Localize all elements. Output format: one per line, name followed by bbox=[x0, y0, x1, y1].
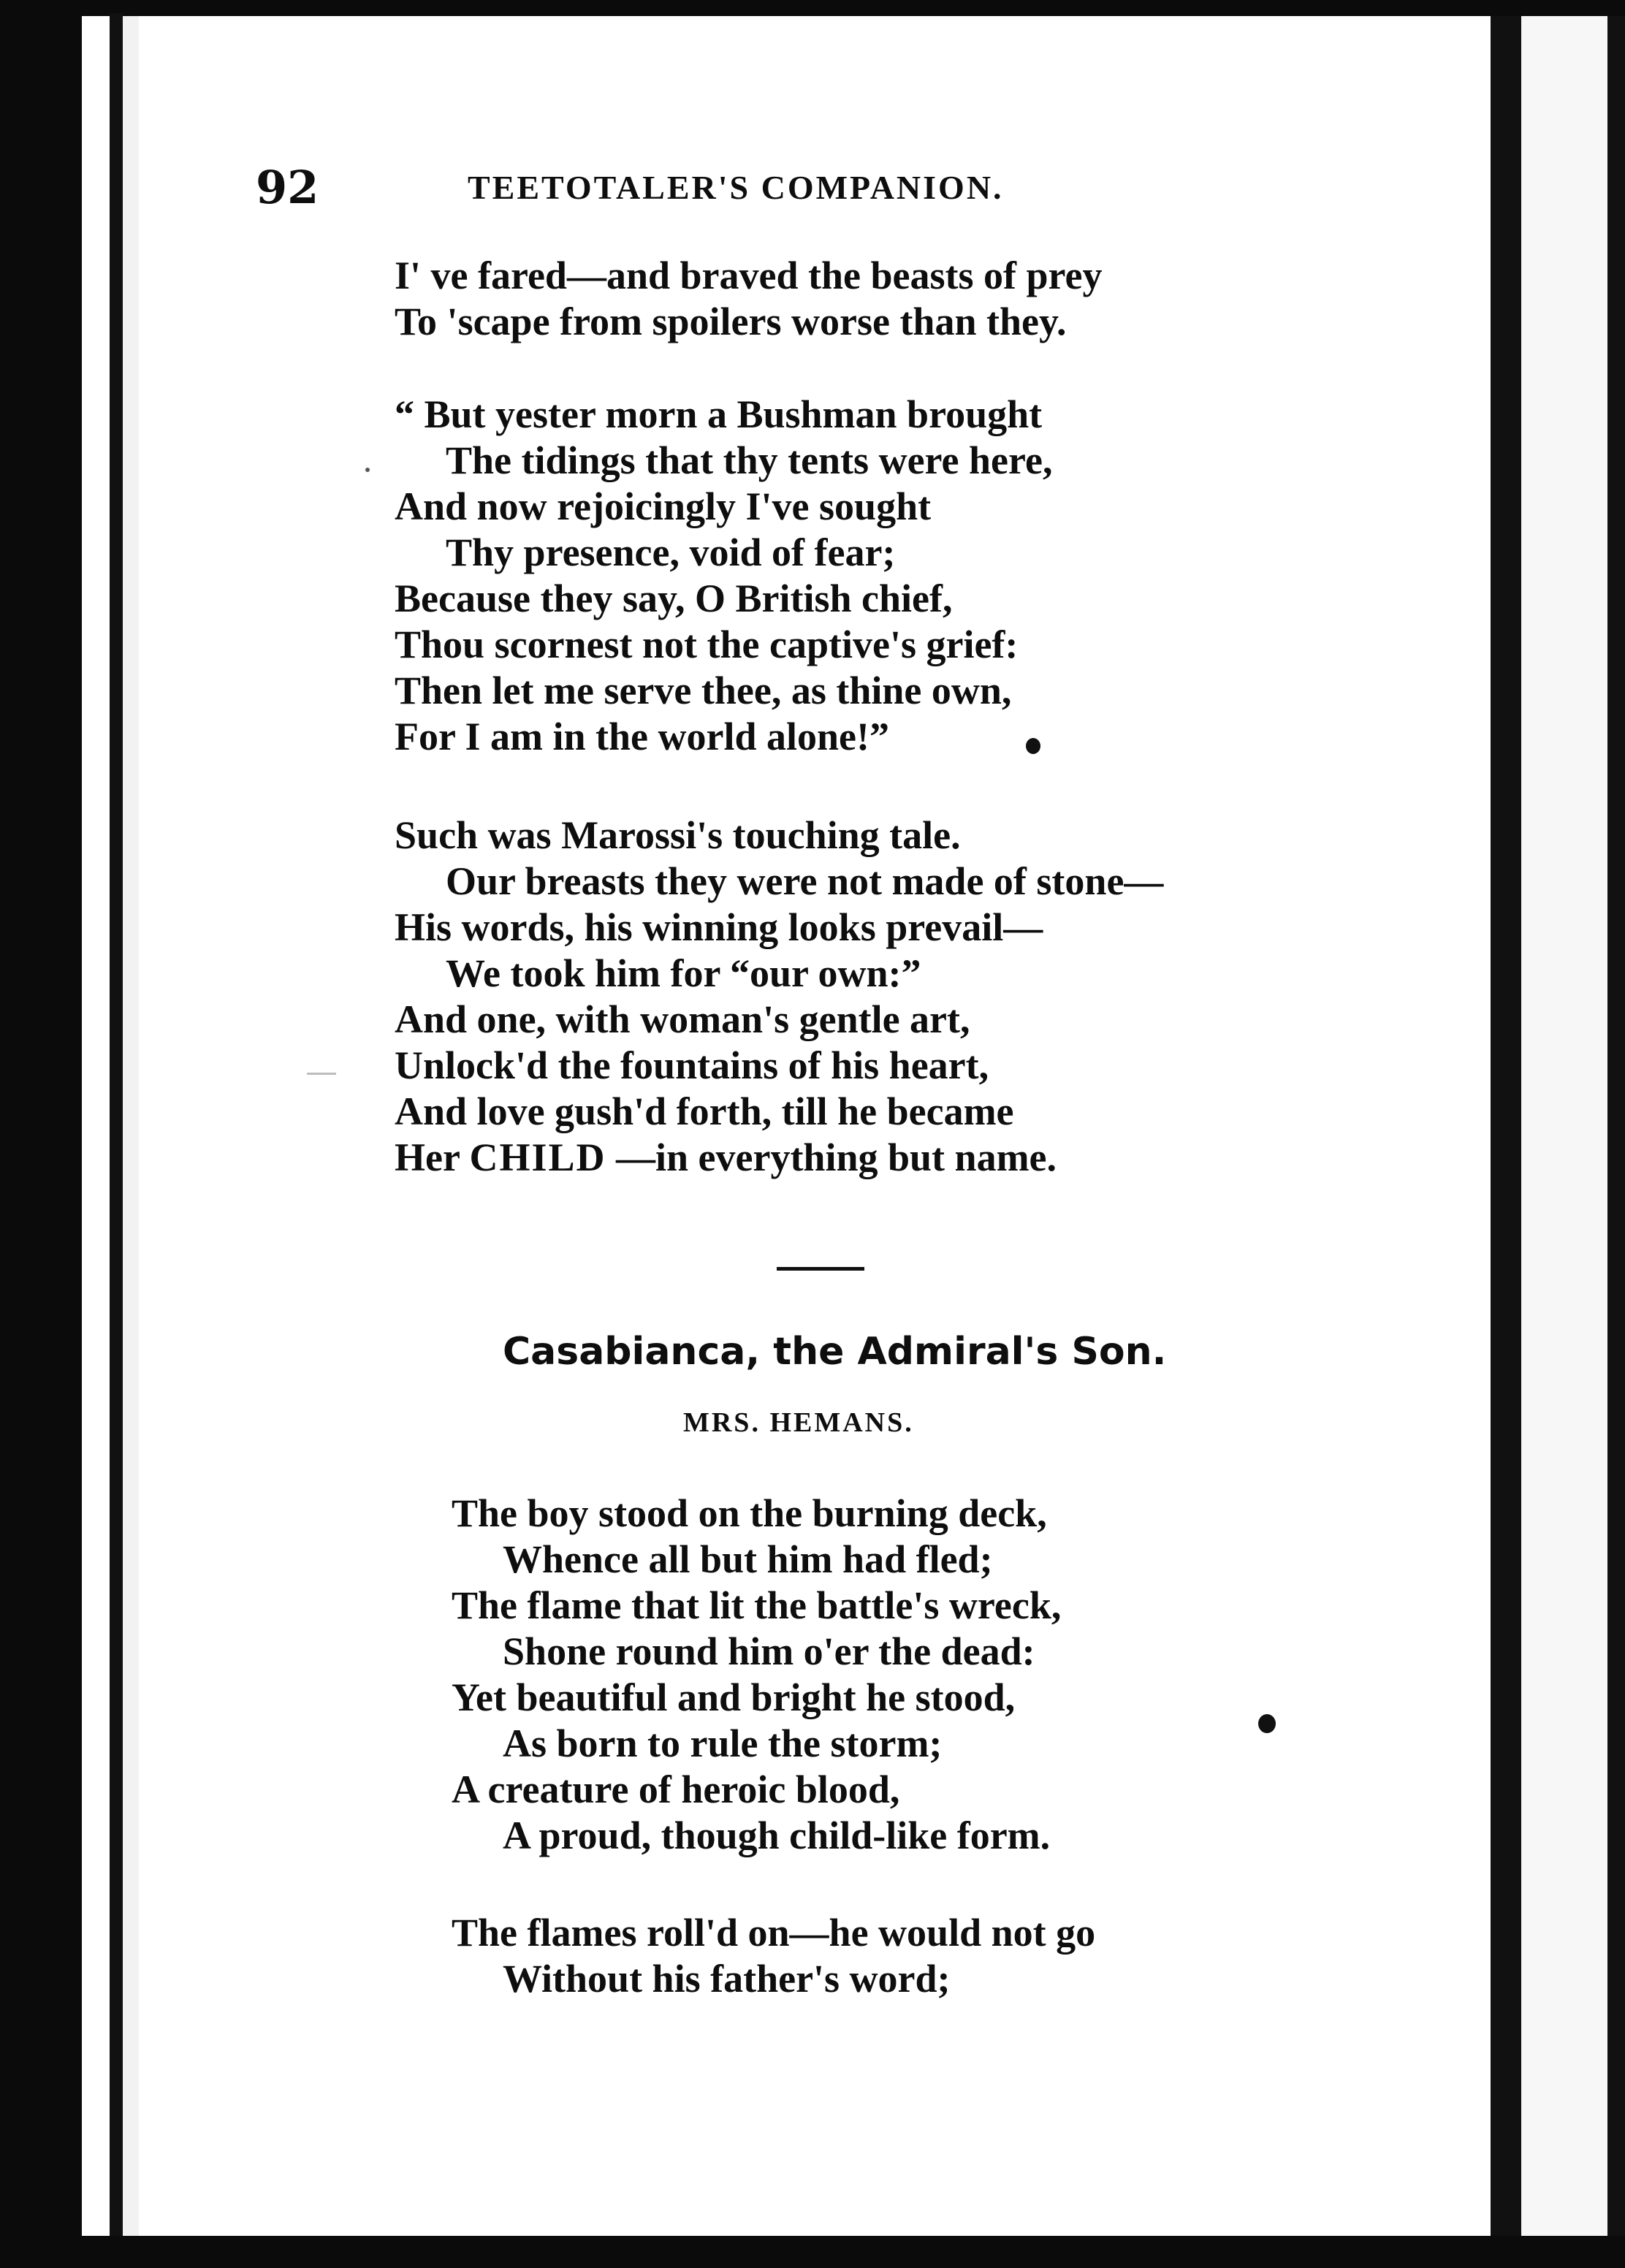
verse-line: As born to rule the storm; bbox=[503, 1721, 943, 1765]
scan-border-left bbox=[0, 0, 82, 2268]
section-divider bbox=[777, 1267, 864, 1271]
ink-blot bbox=[1258, 1714, 1276, 1733]
verse-line: Because they say, O British chief, bbox=[395, 576, 953, 620]
verse-line: The boy stood on the burning deck, bbox=[452, 1491, 1047, 1535]
verse-line: Yet beautiful and bright he stood, bbox=[452, 1675, 1016, 1719]
stanza-continuation bbox=[395, 253, 1103, 345]
stanza-bushman bbox=[395, 392, 1052, 760]
verse-line: Thou scornest not the captive's grief: bbox=[395, 623, 1019, 666]
emphasized-word: CHILD bbox=[469, 1135, 606, 1179]
scan-border-top bbox=[0, 0, 1625, 16]
verse-line: To 'scape from spoilers worse than they. bbox=[395, 300, 1067, 343]
page-gutter bbox=[123, 16, 139, 2237]
ink-blot bbox=[1026, 738, 1040, 754]
scan-mark bbox=[307, 1073, 336, 1075]
verse-line: “ But yester morn a Bushman brought bbox=[395, 392, 1043, 436]
verse-line: And one, with woman's gentle art, bbox=[395, 997, 970, 1041]
verse-line: The flames roll'd on—he would not go bbox=[452, 1911, 1096, 1955]
verse-line: Unlock'd the fountains of his heart, bbox=[395, 1043, 989, 1087]
scan-mark bbox=[365, 468, 370, 472]
poem-title: Casabianca, the Admiral's Son. bbox=[503, 1330, 1167, 1374]
scan-border-right bbox=[1491, 16, 1521, 2237]
verse-text: Her bbox=[395, 1135, 470, 1179]
stanza-marossi bbox=[395, 813, 1163, 1181]
verse-line: And love gush'd forth, till he became bbox=[395, 1089, 1014, 1133]
verse-line: Thy presence, void of fear; bbox=[446, 530, 896, 574]
verse-line: His words, his winning looks prevail— bbox=[395, 905, 1043, 949]
poem-author: MRS. HEMANS. bbox=[683, 1407, 914, 1438]
scan-border-bottom bbox=[0, 2236, 1625, 2268]
verse-line: Shone round him o'er the dead: bbox=[503, 1629, 1035, 1673]
verse-line-last bbox=[395, 1135, 1163, 1181]
book-spine-shadow bbox=[110, 13, 123, 2242]
verse-line: Such was Marossi's touching tale. bbox=[395, 813, 961, 857]
verse-line: The flame that lit the battle's wreck, bbox=[452, 1583, 1062, 1627]
verse-line: Then let me serve thee, as thine own, bbox=[395, 669, 1012, 712]
verse-line: We took him for “our own:” bbox=[446, 951, 921, 995]
verse-line: And now rejoicingly I've sought bbox=[395, 484, 932, 528]
verse-text: —in everything but name. bbox=[606, 1135, 1057, 1179]
page-number: 92 bbox=[256, 161, 319, 214]
verse-line: A proud, though child-like form. bbox=[503, 1814, 1051, 1857]
poem-stanza-1 bbox=[452, 1491, 1061, 1859]
verse-line: Our breasts they were not made of stone— bbox=[446, 859, 1164, 903]
verse-line: The tidings that thy tents were here, bbox=[446, 438, 1053, 482]
verse-line: Without his father's word; bbox=[503, 1957, 951, 2001]
poem-stanza-2 bbox=[452, 1910, 1095, 2002]
verse-line: A creature of heroic blood, bbox=[452, 1767, 900, 1811]
scan-border-far-right bbox=[1607, 16, 1625, 2237]
verse-line: For I am in the world alone!” bbox=[395, 715, 889, 758]
verse-line: I' ve fared—and braved the beasts of prey bbox=[395, 254, 1103, 297]
running-title: TEETOTALER'S COMPANION. bbox=[468, 169, 1004, 206]
verse-line: Whence all but him had fled; bbox=[503, 1537, 993, 1581]
